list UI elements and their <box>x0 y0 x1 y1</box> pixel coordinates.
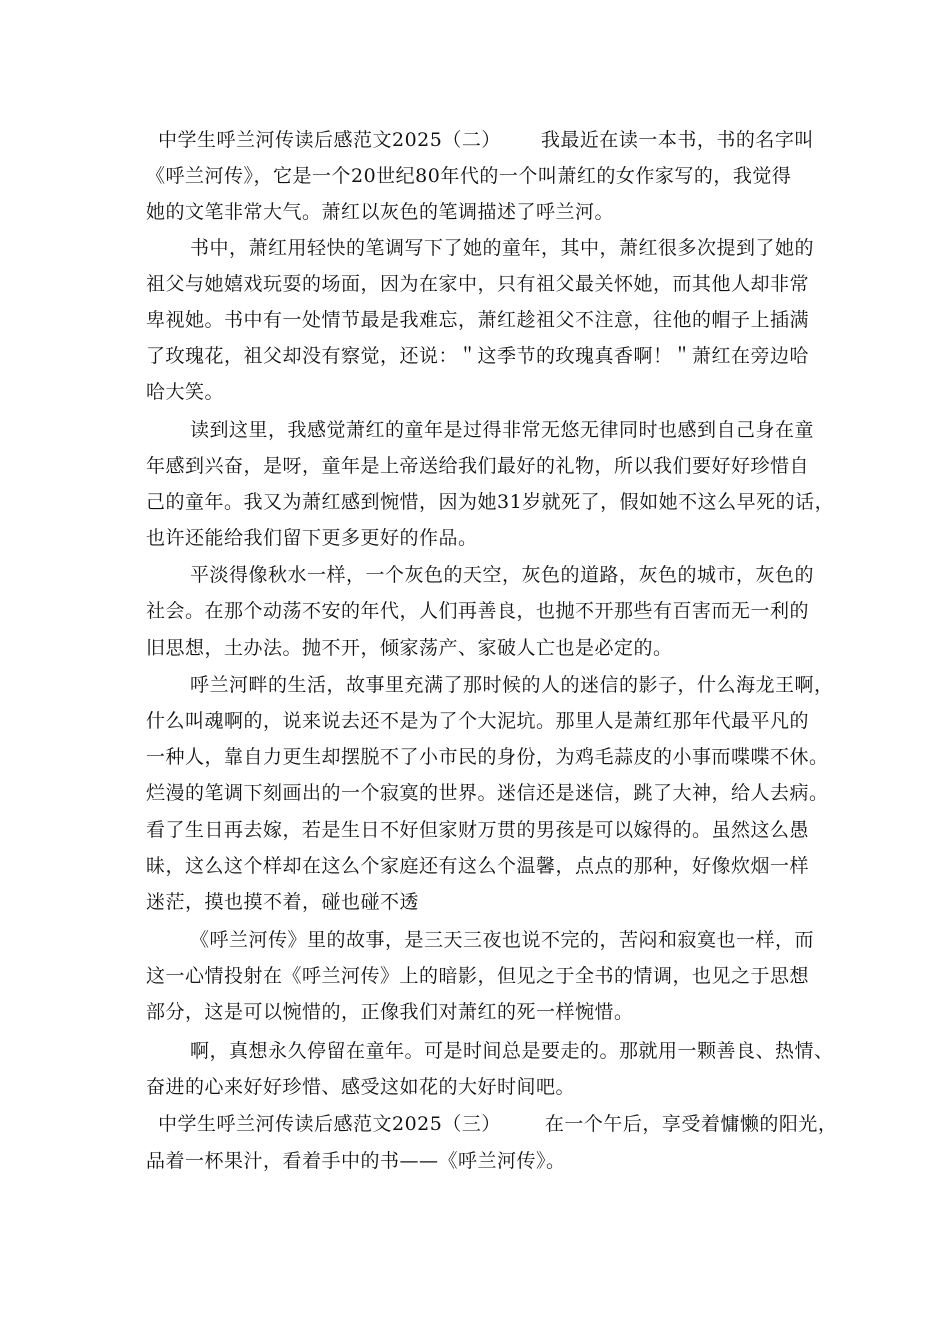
section-2-heading-line <box>158 122 828 158</box>
paragraph-line: 部分，这是可以惋惜的，正像我们对萧红的死一样惋惜。 <box>146 1001 634 1023</box>
paragraph-line: 看了生日再去嫁，若是生日不好但家财万贯的男孩是可以嫁得的。虽然这么愚 <box>146 819 810 841</box>
paragraph-line: 这一心情投射在《呼兰河传》上的暗影，但见之于全书的情调，也见之于思想 <box>146 965 810 987</box>
section-2-intro-text: 我最近在读一本书，书的名字叫 <box>540 129 814 151</box>
paragraph-line: 卑视她。书中有一处情节最是我难忘，萧红趁祖父不注意，往他的帽子上插满 <box>146 309 810 331</box>
paragraph-line: 呼兰河畔的生活，故事里充满了那时候的人的迷信的影子，什么海龙王啊， <box>190 674 834 696</box>
paragraph-line: 了玫瑰花，祖父却没有察觉，还说：＂这季节的玫瑰真香啊！＂萧红在旁边哈 <box>146 345 810 367</box>
paragraph-line: 平淡得像秋水一样，一个灰色的天空，灰色的道路，灰色的城市，灰色的 <box>190 564 815 586</box>
section-3-heading: 中学生呼兰河传读后感范文2025（三） <box>158 1113 501 1135</box>
section-3-heading-line <box>158 1106 838 1142</box>
paragraph-line: 一种人，靠自力更生却摆脱不了小市民的身份，为鸡毛蒜皮的小事而喋喋不休。 <box>146 746 829 768</box>
paragraph-line: 社会。在那个动荡不安的年代，人们再善良，也抛不开那些有百害而无一利的 <box>146 600 810 622</box>
paragraph-line: 旧思想，土办法。抛不开，倾家荡产、家破人亡也是必定的。 <box>146 637 673 659</box>
paragraph-line: 啊，真想永久停留在童年。可是时间总是要走的。那就用一颗善良、热情、 <box>190 1040 834 1062</box>
section-3-intro-text: 在一个午后，享受着慵懒的阳光， <box>544 1113 838 1135</box>
paragraph-line: 书中，萧红用轻快的笔调写下了她的童年，其中，萧红很多次提到了她的 <box>190 237 815 259</box>
paragraph-line: 年感到兴奋，是呀，童年是上帝送给我们最好的礼物，所以我们要好好珍惜自 <box>146 455 810 477</box>
paragraph-line: 《呼兰河传》，它是一个20世纪80年代的一个叫萧红的女作家写的，我觉得 <box>146 165 792 187</box>
paragraph-line: 读到这里，我感觉萧红的童年是过得非常无悠无律同时也感到自己身在童 <box>190 419 815 441</box>
paragraph-line: 她的文笔非常大气。萧红以灰色的笔调描述了呼兰河。 <box>146 201 615 223</box>
paragraph-line: 也许还能给我们留下更多更好的作品。 <box>146 527 478 549</box>
paragraph-line: 昧，这么这个样却在这么个家庭还有这么个温馨，点点的那种，好像炊烟一样 <box>146 855 810 877</box>
paragraph-line: 《呼兰河传》里的故事，是三天三夜也说不完的，苦闷和寂寞也一样，而 <box>190 929 815 951</box>
section-2-heading: 中学生呼兰河传读后感范文2025（二） <box>158 129 501 151</box>
paragraph-line: 己的童年。我又为萧红感到惋惜，因为她31岁就死了，假如她不这么早死的话， <box>146 491 835 513</box>
paragraph-line: 哈大笑。 <box>146 381 225 403</box>
paragraph-line: 祖父与她嬉戏玩耍的场面，因为在家中，只有祖父最关怀她，而其他人却非常 <box>146 273 810 295</box>
paragraph-line: 烂漫的笔调下刻画出的一个寂寞的世界。迷信还是迷信，跳了大神，给人去病。 <box>146 782 829 804</box>
paragraph-line: 迷茫，摸也摸不着，碰也碰不透 <box>146 891 420 913</box>
paragraph-line: 品着一杯果汁，看着手中的书——《呼兰河传》。 <box>146 1150 566 1172</box>
paragraph-line: 奋进的心来好好珍惜、感受这如花的大好时间吧。 <box>146 1076 576 1098</box>
paragraph-line: 什么叫魂啊的，说来说去还不是为了个大泥坑。那里人是萧红那年代最平凡的 <box>146 710 810 732</box>
